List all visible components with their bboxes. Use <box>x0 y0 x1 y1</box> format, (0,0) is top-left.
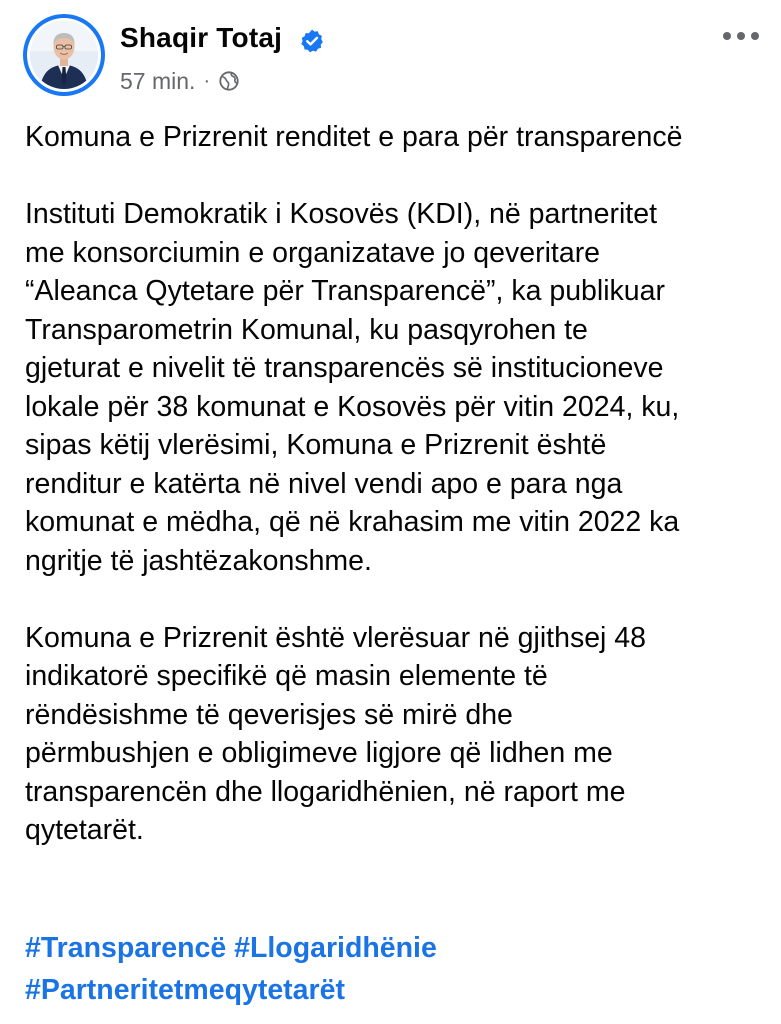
text-line: përmbushjen e obligimeve ligjore që lidhen me <box>25 737 613 769</box>
avatar[interactable] <box>23 14 105 96</box>
post-body <box>25 118 760 850</box>
text-line: lokale për 38 komunat e Kosovës për vitin 2024, ku, <box>25 390 680 423</box>
hashtag-line-1 <box>25 927 760 969</box>
avatar-photo <box>30 21 98 89</box>
post-title: Komuna e Prizrenit renditet e para për transparencë <box>25 121 683 153</box>
author-name[interactable]: Shaqir Totaj <box>120 22 283 53</box>
text-line: qytetarët. <box>25 814 144 846</box>
globe-icon[interactable] <box>218 70 240 92</box>
text-line: indikatorë specifikë që masin elemente të <box>25 660 548 692</box>
more-options-icon[interactable] <box>718 24 764 48</box>
hashtag-line-2 <box>25 969 760 1011</box>
verified-badge-icon <box>299 28 325 54</box>
hashtag-list <box>25 927 760 1011</box>
post-header <box>0 0 781 110</box>
text-line: Komuna e Prizrenit është vlerësuar në gjithsej 48 <box>25 621 647 654</box>
text-line: Instituti Demokratik i Kosovës (KDI), në partneritet <box>25 198 657 230</box>
text-line: “Aleanca Qytetare për Transparencë”, ka publikuar <box>25 275 665 307</box>
post-paragraph-1 <box>25 195 760 580</box>
post-paragraph-2 <box>25 619 760 850</box>
text-line: ngritje të jashtëzakonshme. <box>25 544 372 577</box>
hashtag-link[interactable]: #Llogaridhënie <box>234 932 437 964</box>
post-time[interactable]: 57 min. <box>120 67 196 94</box>
text-line: Transparometrin Komunal, ku pasqyrohen te <box>25 313 588 346</box>
avatar-ring <box>27 18 101 92</box>
text-line: gjeturat e nivelit të transparencës së institucioneve <box>25 352 664 384</box>
hashtag-link[interactable]: #Transparencë <box>25 932 227 964</box>
text-line: sipas këtij vlerësimi, Komuna e Prizrenit është <box>25 429 607 461</box>
text-line: transparencën dhe llogaridhënien, në raport me <box>25 775 626 808</box>
hashtag-link[interactable]: #Partneritetmeqytetarët <box>25 974 345 1006</box>
person-portrait-icon <box>30 21 98 89</box>
text-line: komunat e mëdha, që në krahasim me vitin 2022 ka <box>25 506 680 538</box>
text-line: me konsorciumin e organizatave jo qeveritare <box>25 236 601 269</box>
meta-separator: · <box>203 69 211 92</box>
text-line: rëndësishme të qeverisjes së mirë dhe <box>25 698 513 731</box>
text-line: renditur e katërta në nivel vendi apo e para nga <box>25 467 623 500</box>
post-meta <box>120 68 240 94</box>
